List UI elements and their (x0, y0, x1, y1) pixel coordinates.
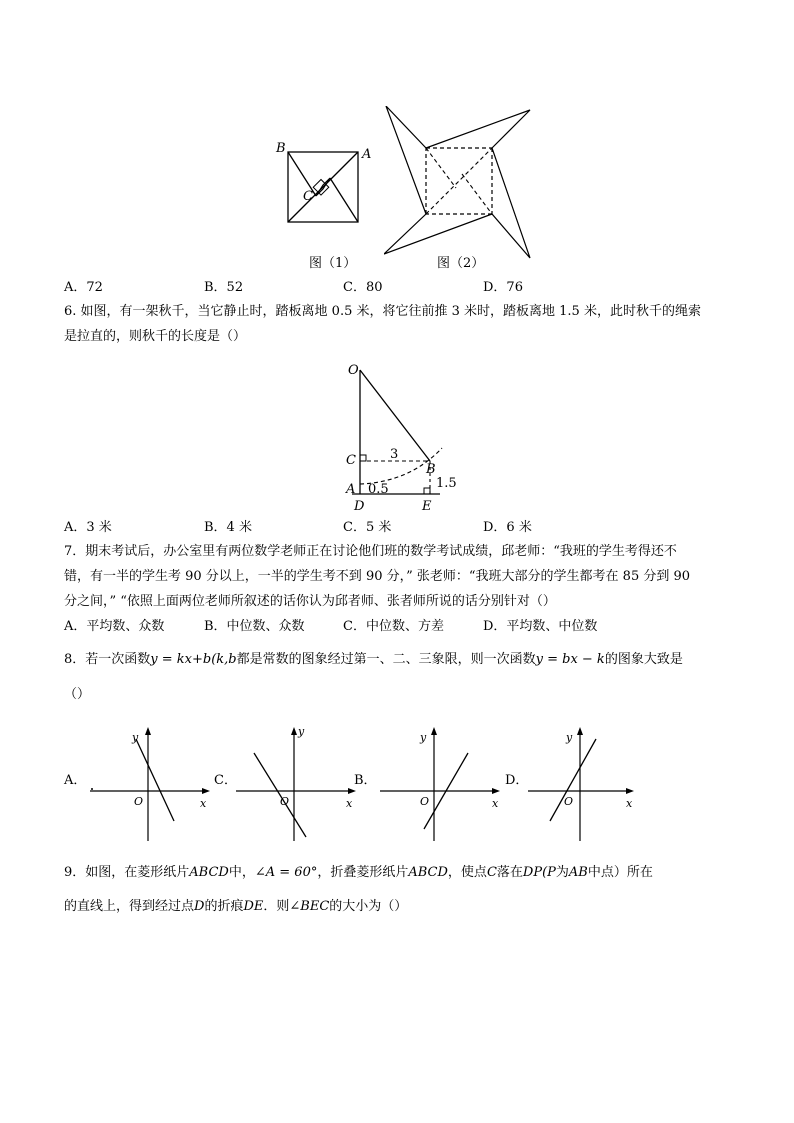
label-E: E (422, 499, 432, 514)
q8-mid: 都是常数的图象经过第一、二、三象限，则一次函数 (236, 652, 536, 667)
label-1.5: 1.5 (436, 476, 457, 491)
q9-abcd-2: ABCD (408, 865, 448, 880)
origin-label: O (134, 795, 144, 808)
q9-line2c: ．则 (263, 899, 290, 914)
q8-text-line2: （） (64, 687, 91, 702)
q9-p6: 为 (555, 865, 569, 880)
label-A: A (362, 147, 372, 162)
q6-text-line1: 6. 如图，有一架秋千，当它静止时，踏板离地 0.5 米，将它往前推 3 米时，踏板离地 1.5 米，此时秋千的绳索 (64, 304, 701, 319)
q7-option-b[interactable]: B．中位数、众数 (204, 619, 305, 634)
y-axis-label: y (298, 725, 305, 738)
q8-eq2: y = bx − k (535, 652, 605, 667)
origin-label: O (564, 795, 574, 808)
q5-option-a[interactable]: A．72 (64, 280, 103, 295)
q8-graph-b[interactable] (378, 725, 502, 845)
label-C: C (346, 453, 356, 468)
y-axis-label: y (132, 731, 139, 744)
q6-text-line2: 是拉直的，则秋千的长度是（） (64, 329, 247, 344)
q6-swing-figure (340, 360, 470, 515)
q9-line2d: 的大小为（） (329, 899, 408, 914)
q9-de: DE (243, 899, 264, 914)
q9-d: D (194, 899, 205, 914)
origin-label: O (420, 795, 430, 808)
q9-line2a: 的直线上，得到经过点 (64, 899, 195, 914)
q9-p5: 落在 (496, 865, 523, 880)
label-D: D (354, 499, 365, 514)
y-axis-label: y (566, 731, 573, 744)
q6-option-b[interactable]: B．4 米 (204, 520, 252, 535)
q8-graph-a[interactable] (88, 725, 212, 845)
q7-text-line1: 7．期末考试后，办公室里有两位数学老师正在讨论他们班的数学考试成绩，邱老师：“我班的学生考得还不 (64, 544, 677, 559)
q8-option-a-label[interactable]: A． (64, 773, 87, 788)
q8-suffix: 的图象大致是 (604, 652, 683, 667)
q5-option-c[interactable]: C．80 (343, 280, 383, 295)
q9-text-line2 (64, 898, 407, 916)
q8-prefix: 8．若一次函数 (64, 652, 151, 667)
q7-text-line2: 错，有一半的学生考 90 分以上，一半的学生考不到 90 分，” 张老师：“我班大部分的学生都考在 85 分到 90 (64, 569, 691, 584)
q6-option-a[interactable]: A．3 米 (64, 520, 112, 535)
y-axis-label: y (420, 731, 427, 744)
q7-option-a[interactable]: A．平均数、众数 (64, 619, 165, 634)
x-axis-label: x (492, 797, 499, 810)
q8-option-d-label[interactable]: D． (505, 773, 529, 788)
q9-dp: DP(P (522, 865, 556, 880)
q9-p3: ，折叠菱形纸片 (317, 865, 409, 880)
q5-figure-1 (270, 138, 380, 248)
q9-p1: 9．如图，在菱形纸片 (64, 865, 190, 880)
q6-option-d[interactable]: D．6 米 (483, 520, 532, 535)
label-C: C (303, 189, 313, 204)
q9-p4: ，使点 (447, 865, 487, 880)
q9-angle: ∠A = 60° (254, 865, 318, 880)
q9-p2: 中， (228, 865, 255, 880)
x-axis-label: x (200, 797, 207, 810)
q7-option-d[interactable]: D．平均数、中位数 (483, 619, 598, 634)
q8-graph-d[interactable] (526, 725, 650, 845)
label-B: B (276, 141, 286, 156)
q7-text-line3: 分之间，” “依照上面两位老师所叙述的话你认为邱者师、张者师所说的话分别针对（） (64, 594, 556, 609)
q9-c: C (486, 865, 497, 880)
q9-abcd-1: ABCD (189, 865, 229, 880)
label-0.5: 0.5 (368, 482, 389, 497)
label-O: O (348, 363, 359, 378)
q5-option-b[interactable]: B．52 (204, 280, 244, 295)
q5-option-d[interactable]: D．76 (483, 280, 523, 295)
label-A: A (346, 482, 356, 497)
x-axis-label: x (626, 797, 633, 810)
q9-bec: ∠BEC (289, 899, 330, 914)
q8-option-b-label[interactable]: B． (354, 773, 377, 788)
q5-figure-2 (384, 106, 534, 261)
q6-option-c[interactable]: C．5 米 (343, 520, 392, 535)
q9-line2b: 的折痕 (204, 899, 244, 914)
q9-p7: 中点）所在 (587, 865, 653, 880)
label-B: B (426, 462, 436, 477)
q8-graph-c[interactable] (234, 725, 358, 845)
fig2-caption: 图（2） (437, 256, 485, 271)
q7-option-c[interactable]: C．中位数、方差 (343, 619, 444, 634)
fig1-caption: 图（1） (309, 256, 357, 271)
label-3: 3 (390, 447, 399, 462)
origin-label: O (280, 795, 290, 808)
q9-text-line1 (64, 864, 653, 882)
x-axis-label: x (346, 797, 353, 810)
q8-eq1: y = kx+b(k,b (150, 652, 237, 667)
q9-ab: AB (568, 865, 588, 880)
q8-option-c-label[interactable]: C． (214, 773, 237, 788)
q8-text-line1 (64, 651, 683, 669)
